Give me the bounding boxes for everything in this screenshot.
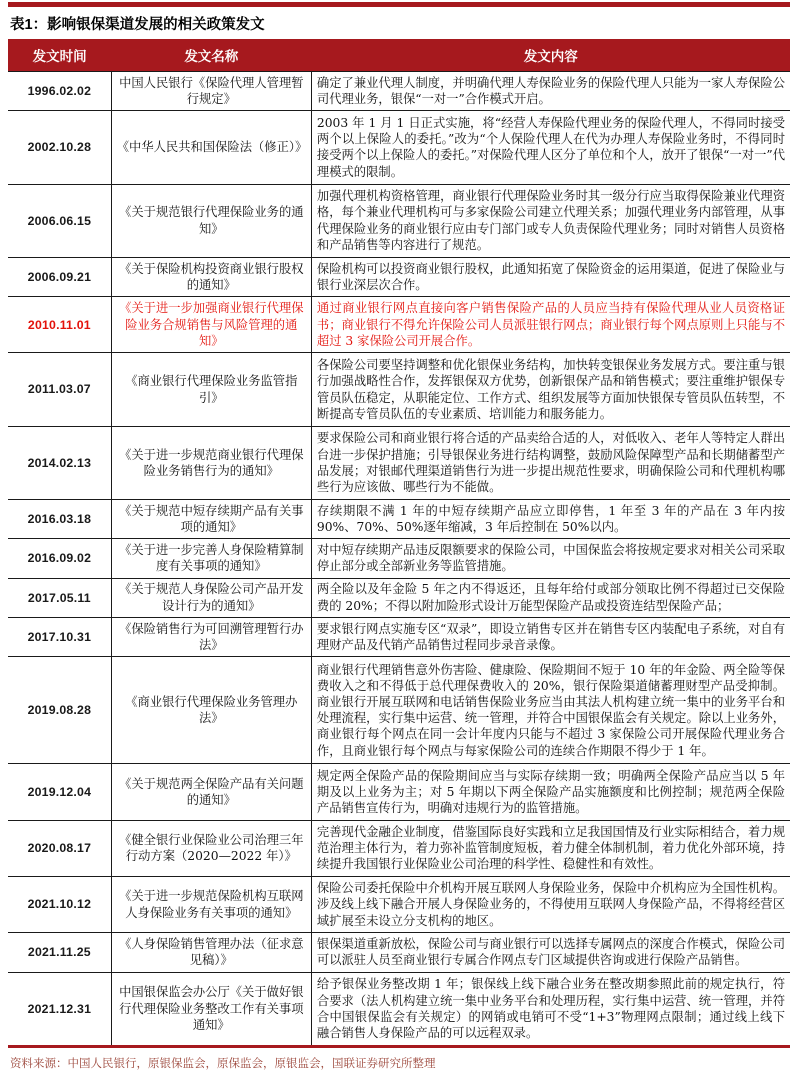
cell-date: 2011.03.07 xyxy=(8,353,111,426)
cell-date: 2006.09.21 xyxy=(8,257,111,296)
table-row xyxy=(8,764,790,820)
cell-content: 商业银行代理销售意外伤害险、健康险、保险期间不短于 10 年的年金险、两全险等保费收入之和不得低于总代理保费收入的 20%，银行保险渠道储蓄理财型产品受抑制。商业银行开展互联网和电话销售保险业务应当由其法人机构建立统一集中的业务平台和处理流程，实行集中运营、统一管理，并符合中国银保监会有关规定。除以上业务外，商业银行每个网点在同一会计年度内只能与不超过 3 家保险公司开展保险代理业务合作，且商业银行每个网点与每家保险公司的连续合作期限不得少于 1 年。 xyxy=(311,657,790,764)
table-row xyxy=(8,539,790,578)
cell-name: 中国人民银行《保险代理人管理暂行规定》 xyxy=(111,72,311,111)
cell-content: 完善现代金融企业制度，借鉴国际良好实践和立足我国国情及行业实际相结合，着力规范治理主体行为，着力弥补监管制度短板，着力健全体制机制，着力优化外部环境，持续提升我国银行业保险业公司治理的科学性、稳健性和有效性。 xyxy=(311,820,790,876)
cell-date: 2021.12.31 xyxy=(8,972,111,1045)
cell-content: 规定两全保险产品的保险期间应当与实际存续期一致；明确两全保险产品应当以 5 年期及以上业务为主；对 5 年期以下两全保险产品实施额度和比例控制；规范两全保险产品销售宣传行为，明确对违规行为的监管措施。 xyxy=(311,764,790,820)
cell-content: 银保渠道重新放松，保险公司与商业银行可以选择专属网点的深度合作模式，保险公司可以派驻人员至商业银行专属合作网点专门区域提供咨询或进行保险产品销售。 xyxy=(311,933,790,972)
header-cell-date: 发文时间 xyxy=(8,39,111,72)
cell-name: 《商业银行代理保险业务管理办法》 xyxy=(111,657,311,764)
cell-date: 2017.10.31 xyxy=(8,617,111,656)
policy-table-wrap xyxy=(8,39,790,1048)
cell-name: 《关于进一步规范商业银行代理保险业务销售行为的通知》 xyxy=(111,426,311,499)
cell-content: 保险机构可以投资商业银行股权，此通知拓宽了保险资金的运用渠道，促进了保险业与银行业深层次合作。 xyxy=(311,257,790,296)
cell-content: 各保险公司要坚持调整和优化银保业务结构，加快转变银保业务发展方式。要注重与银行加强战略性合作，发挥银保双方优势，创新银保产品和销售模式；要注重维护银保专管员队伍稳定，从职能定位、工作方式、组织发展等方面加快银保专管员队伍转型，不断提高专管员队伍的专业素质、培训能力和服务能力。 xyxy=(311,353,790,426)
cell-date: 2021.10.12 xyxy=(8,876,111,932)
table-row xyxy=(8,820,790,876)
cell-name: 《关于进一步加强商业银行代理保险业务合规销售与风险管理的通知》 xyxy=(111,297,311,353)
cell-content: 要求保险公司和商业银行将合适的产品卖给合适的人，对低收入、老年人等特定人群出台进一步保护措施；引导银保业务进行结构调整，鼓励风险保障型产品和长期储蓄型产品发展；对银邮代理渠道销售行为进一步提出规范性要求，明确保险公司和代理机构哪些行为应该做、哪些行为不能做。 xyxy=(311,426,790,499)
cell-content: 要求银行网点实施专区“双录”，即设立销售专区并在销售专区内装配电子系统，对自有理财产品及代销产品销售过程同步录音录像。 xyxy=(311,617,790,656)
cell-name: 《关于规范银行代理保险业务的通知》 xyxy=(111,184,311,257)
cell-content: 对中短存续期产品违反限额要求的保险公司，中国保监会将按规定要求对相关公司采取停止部分或全部新业务等监管措施。 xyxy=(311,539,790,578)
cell-date: 2020.08.17 xyxy=(8,820,111,876)
table-row xyxy=(8,500,790,539)
cell-name: 《保险销售行为可回溯管理暂行办法》 xyxy=(111,617,311,656)
cell-name: 《关于规范两全保险产品有关问题的通知》 xyxy=(111,764,311,820)
data-source-note: 资料来源：中国人民银行，原银保监会，原保监会，原银监会，国联证券研究所整理 xyxy=(10,1056,436,1070)
table-row xyxy=(8,353,790,426)
table-row xyxy=(8,617,790,656)
cell-name: 《中华人民共和国保险法（修正）》 xyxy=(111,111,311,184)
table-row xyxy=(8,876,790,932)
cell-name: 《关于进一步规范保险机构互联网人身保险业务有关事项的通知》 xyxy=(111,876,311,932)
table-row xyxy=(8,72,790,111)
cell-date: 2021.11.25 xyxy=(8,933,111,972)
header-cell-name: 发文名称 xyxy=(111,39,311,72)
policy-table-body xyxy=(8,72,790,1046)
cell-name: 《商业银行代理保险业务监管指引》 xyxy=(111,353,311,426)
cell-name: 《关于规范人身保险公司产品开发设计行为的通知》 xyxy=(111,578,311,617)
cell-name: 《关于规范中短存续期产品有关事项的通知》 xyxy=(111,500,311,539)
cell-name: 《关于保险机构投资商业银行股权的通知》 xyxy=(111,257,311,296)
cell-date: 2006.06.15 xyxy=(8,184,111,257)
cell-date: 2016.09.02 xyxy=(8,539,111,578)
table-row xyxy=(8,972,790,1045)
table-row xyxy=(8,426,790,499)
table-row xyxy=(8,257,790,296)
policy-table xyxy=(8,39,790,1045)
table-row xyxy=(8,657,790,764)
cell-name: 《关于进一步完善人身保险精算制度有关事项的通知》 xyxy=(111,539,311,578)
cell-name: 《健全银行业保险业公司治理三年行动方案（2020—2022 年）》 xyxy=(111,820,311,876)
table-row xyxy=(8,297,790,353)
cell-content: 2003 年 1 月 1 日正式实施，将“经营人寿保险代理业务的保险代理人，不得同时接受两个以上保险人的委托。”改为“个人保险代理人在代为办理人寿保险业务时，不得同时接受两个以上保险人的委托。”对保险代理人区分了单位和个人，放开了银保“一对一”代理模式的限制。 xyxy=(311,111,790,184)
cell-content: 给予银保业务整改期 1 年；银保线上线下融合业务在整改期参照此前的规定执行，符合要求（法人机构建立统一集中业务平台和处理历程，实行集中运营、统一管理，并符合中国银保监会有关规定）的网销或电销可不受“1+3”物理网点限制；通过线上线下融合销售人身保险产品的可以远程双录。 xyxy=(311,972,790,1045)
table-row xyxy=(8,184,790,257)
cell-content: 确定了兼业代理人制度，并明确代理人寿保险业务的保险代理人只能为一家人寿保险公司代理业务，银保“一对一”合作模式开启。 xyxy=(311,72,790,111)
cell-date: 2010.11.01 xyxy=(8,297,111,353)
policy-table-header xyxy=(8,39,790,72)
header-cell-content: 发文内容 xyxy=(311,39,790,72)
cell-date: 2019.12.04 xyxy=(8,764,111,820)
cell-date: 2017.05.11 xyxy=(8,578,111,617)
table-title: 表1：影响银保渠道发展的相关政策发文 xyxy=(10,17,265,33)
cell-content: 两全险以及年金险 5 年之内不得返还，且每年给付或部分领取比例不得超过已交保险费的 20%；不得以附加险形式设计万能型保险产品或投资连结型保险产品； xyxy=(311,578,790,617)
table-row xyxy=(8,578,790,617)
cell-name: 中国银保监会办公厅《关于做好银行代理保险业务整改工作有关事项通知》 xyxy=(111,972,311,1045)
table-row xyxy=(8,111,790,184)
cell-date: 2014.02.13 xyxy=(8,426,111,499)
cell-date: 2002.10.28 xyxy=(8,111,111,184)
cell-content: 通过商业银行网点直接向客户销售保险产品的人员应当持有保险代理从业人员资格证书；商业银行不得允许保险公司人员派驻银行网点；商业银行每个网点原则上只能与不超过 3 家保险公司开展合作。 xyxy=(311,297,790,353)
cell-date: 2016.03.18 xyxy=(8,500,111,539)
cell-name: 《人身保险销售管理办法（征求意见稿）》 xyxy=(111,933,311,972)
cell-date: 2019.08.28 xyxy=(8,657,111,764)
cell-content: 存续期限不满 1 年的中短存续期产品应立即停售，1 年至 3 年的产品在 3 年内按 90%、70%、50%逐年缩减，3 年后控制在 50%以内。 xyxy=(311,500,790,539)
cell-date: 1996.02.02 xyxy=(8,72,111,111)
cell-content: 加强代理机构资格管理，商业银行代理保险业务时其一级分行应当取得保险兼业代理资格，每个兼业代理机构可与多家保险公司建立代理关系；加强代理业务内部管理，从事代理保险业务的商业银行应由专门部门或专人负责保险代理业务；同时对销售人员资格和产品销售等内容进行了规范。 xyxy=(311,184,790,257)
header-row xyxy=(8,39,790,72)
cell-content: 保险公司委托保险中介机构开展互联网人身保险业务，保险中介机构应为全国性机构。涉及线上线下融合开展人身保险业务的，不得使用互联网人身保险产品，不得将经营区域扩展至未设立分支机构的地区。 xyxy=(311,876,790,932)
table-row xyxy=(8,933,790,972)
